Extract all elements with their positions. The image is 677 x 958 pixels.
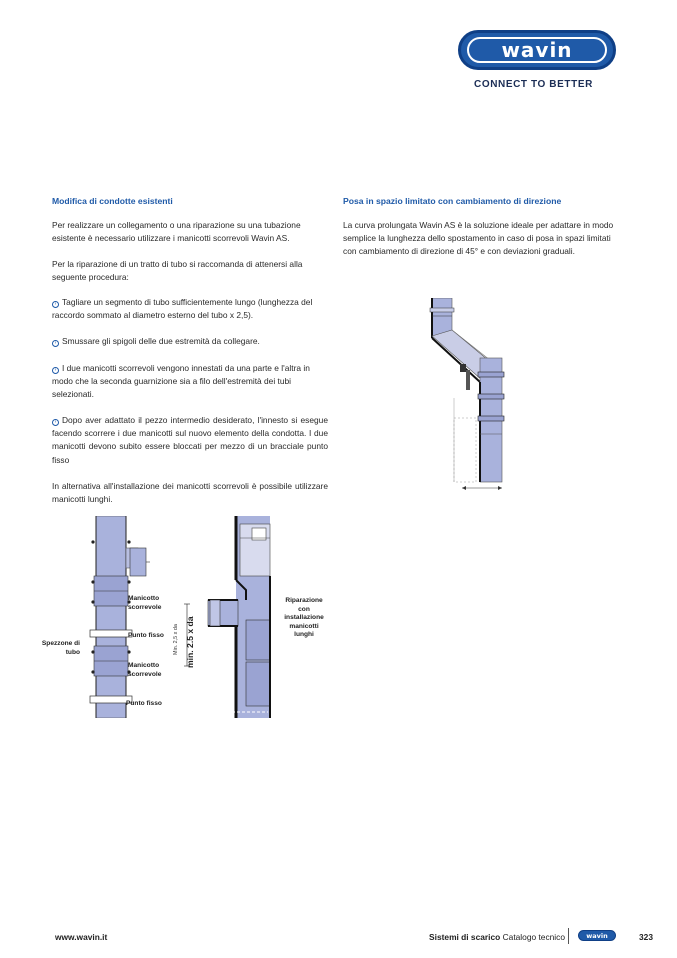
left-para-1: Per realizzare un collegamento o una riparazione su una tubazione esistente è necessario utilizzare i manicotti scorrevoli Wavin AS. (52, 220, 301, 244)
label-min-small: Min. 2,5 x da (173, 624, 179, 655)
branch-socket (130, 548, 146, 576)
fixed-clamp-upper (90, 630, 132, 637)
label-riparazione: Riparazione con installazione manicotti lunghi (284, 597, 324, 638)
left-para-2: Per la riparazione di un tratto di tubo si raccomanda di attenersi alla seguente procedura: (52, 259, 303, 283)
logo-text: wavin (501, 38, 573, 62)
offset-bend-diagram (420, 298, 530, 493)
label-punto-fisso-1: Punto fisso (128, 632, 164, 639)
right-para-1: La curva prolungata Wavin AS è la soluzione ideale per adattare in modo semplice la lunghezza dello spostamento in caso di posa in spazi limitati con cambiamento di direzione di 45° e con deviazioni graduali. (343, 220, 614, 257)
upper-pipe (432, 298, 452, 336)
label-punto-fisso-2: Punto fisso (126, 700, 162, 707)
chevron-right-icon: › (52, 340, 59, 347)
wavin-logo-inner (467, 37, 607, 63)
main-pipe (96, 516, 126, 718)
long-coupling-diagram (206, 516, 278, 718)
step-1-text: Tagliare un segmento di tubo sufficientemente lungo (lunghezza del raccordo sommato al diametro esterno del tubo x 2,5). (52, 297, 313, 321)
sliding-coupling-diagram (86, 516, 196, 718)
footer-catalog (429, 932, 565, 942)
long-coupling-upper (246, 620, 270, 660)
footer-separator (568, 928, 569, 944)
label-manicotto-2: Manicotto scorrevole (128, 662, 162, 678)
step-4 (52, 414, 328, 467)
step-2-text: Smussare gli spigoli delle due estremità da collegare. (62, 336, 260, 346)
step-3 (52, 362, 328, 402)
step-3-text: I due manicotti scorrevoli vengono innestati da una parte e l'altra in modo che la seconda guarnizione sia a filo dell'estremità dei tubi selezionati. (52, 363, 310, 400)
right-heading: Posa in spazio limitato con cambiamento di direzione (343, 196, 562, 206)
wavin-logo (458, 30, 616, 70)
long-coupling-lower (246, 662, 270, 706)
chevron-right-icon: › (52, 301, 59, 308)
label-spezzone: Spezzone di tubo (41, 640, 80, 656)
tagline: CONNECT TO BETTER (474, 79, 593, 90)
left-heading: Modifica di condotte esistenti (52, 196, 173, 206)
chevron-right-icon: › (52, 367, 59, 374)
footer-mini-logo-text: wavin (586, 931, 608, 940)
step-1 (52, 296, 328, 322)
footer-catalog-bold: Sistemi di scarico (429, 932, 501, 942)
step-2 (52, 335, 328, 348)
label-min-big: min. 2.5 x da (185, 616, 195, 668)
footer-url[interactable]: www.wavin.it (55, 932, 108, 942)
label-manicotto-1: Manicotto scorrevole (128, 595, 162, 611)
left-para-3: In alternativa all'installazione dei manicotti scorrevoli è possibile utilizzare manicotti lunghi. (52, 481, 328, 505)
footer-catalog-rest: Catalogo tecnico (500, 932, 565, 942)
page-number: 323 (639, 932, 653, 942)
chevron-right-icon: › (52, 419, 59, 426)
footer-mini-logo (578, 930, 616, 941)
step-4-text: Dopo aver adattato il pezzo intermedio desiderato, l'innesto si esegue facendo scorrere i due manicotti sul nuovo elemento della condotta. I due manicotti devono subito essere bloccati per mezzo di un bracciale punto fisso (52, 415, 328, 465)
